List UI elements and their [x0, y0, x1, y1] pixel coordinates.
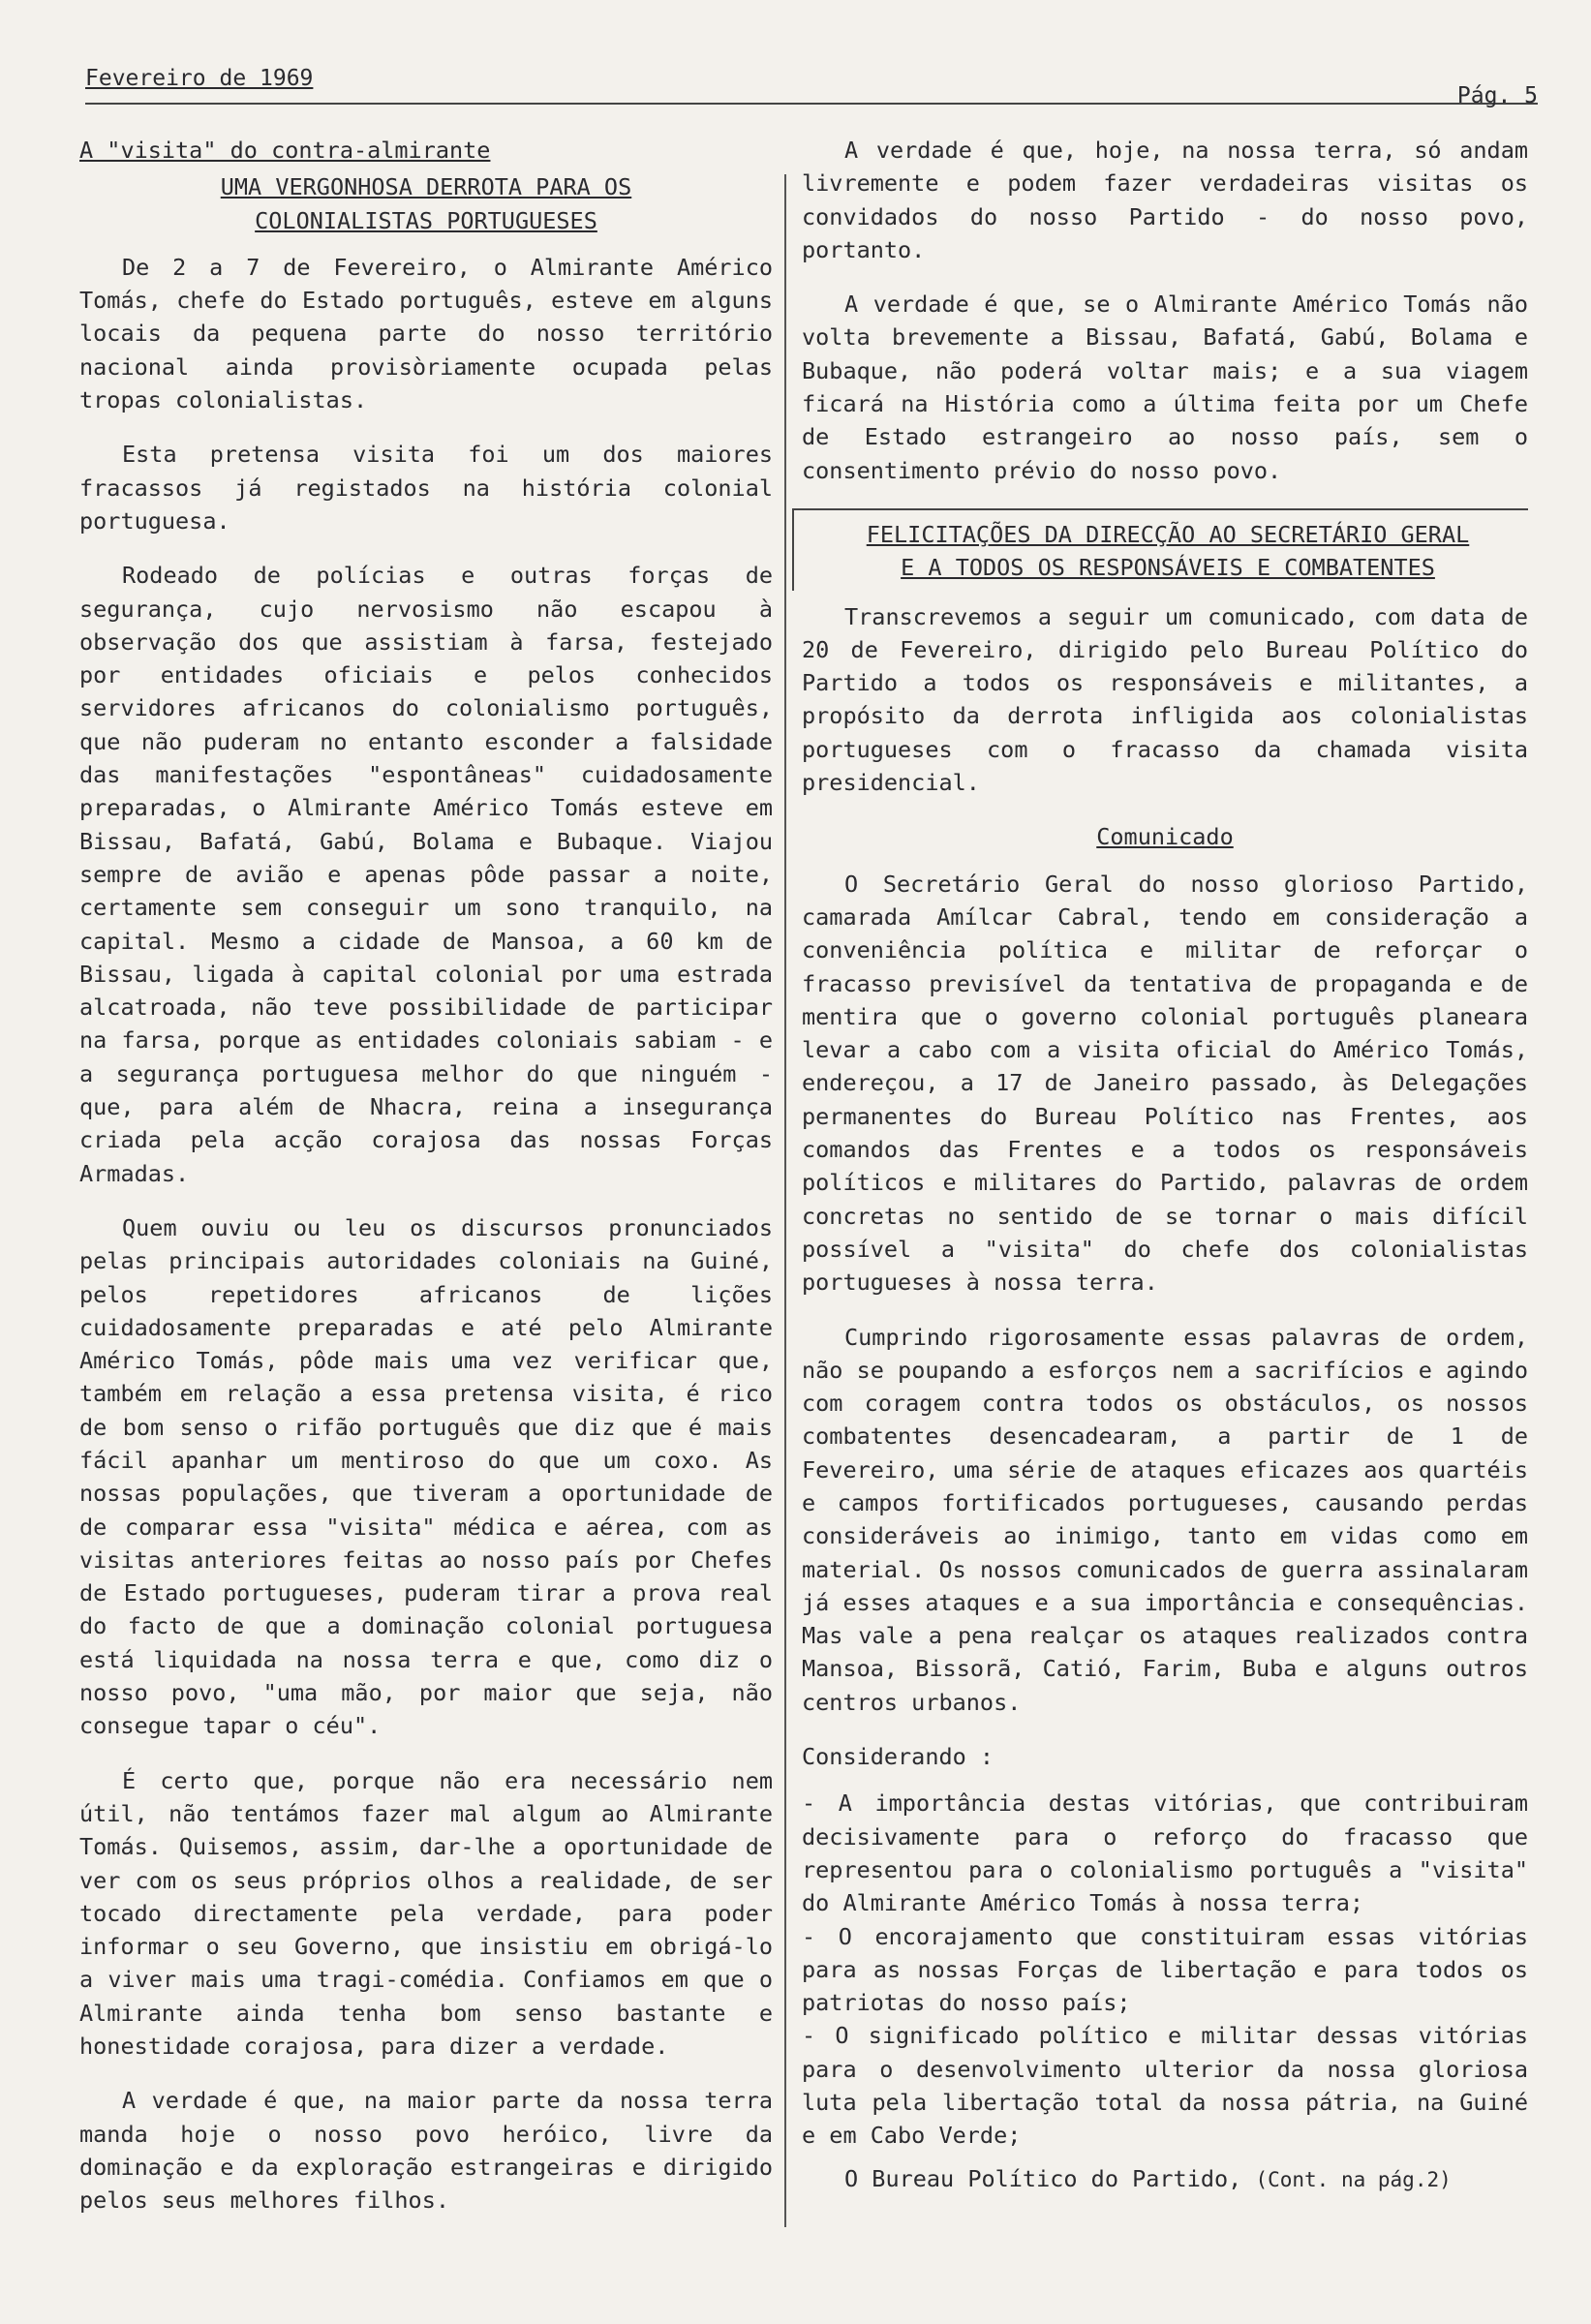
article-paragraph: A verdade é que, na maior parte da nossa terra manda hoje o nosso povo heróico, livre da dominação e da exploração estrangeiras e dirigido pelos seus melhores filhos. [79, 2087, 773, 2215]
considering-label: Considerando : [802, 1743, 994, 1771]
article-paragraph: Quem ouviu ou leu os discursos pronunciados pelas principais autoridades coloniais na Guiné, pelos repetidores africanos de lições cuidadosamente preparadas e até pelo Almirante Américo Tomás, pôde mais uma vez verificar que, também em relação a essa pretensa visita, é rico de bom senso o rifão português que diz que é mais fácil apanhar um mentiroso do que um coxo. As nossas populações, que tiveram a oportunidade de de comparar essa "visita" médica e aérea, com as visitas anteriores feitas ao nosso país por Chefes de Estado portugueses, puderam tirar a prova real do facto de que a dominação colonial portuguesa está liquidada na nossa terra e que, como diz o nosso povo, "uma mão, por maior que seja, não consegue tapar o céu". [79, 1213, 773, 1740]
signature: O Bureau Político do Partido, [844, 2164, 1242, 2192]
considerations-list [802, 1787, 1528, 2152]
page-number: Pág. 5 [1456, 83, 1538, 108]
article-paragraph: A verdade é que, se o Almirante Américo Tomás não volta brevemente a Bissau, Bafatá, Gabú, Bolama e Bubaque, não poderá voltar mais; e a sua viagem ficará na História como a última feita por um Chefe de Estado estrangeiro ao nosso país, sem o consentimento prévio do nosso povo. [802, 290, 1528, 484]
box-title-text: FELICITAÇÕES DA DIRECÇÃO AO SECRETÁRIO GERAL E A TODOS OS RESPONSÁVEIS E COMBATENTES [866, 520, 1470, 582]
list-item: - O significado político e militar dessas vitórias para o desenvolvimento ulterior da nossa gloriosa luta pela libertação total da nossa pátria, na Guiné e em Cabo Verde; [802, 2022, 1528, 2150]
communique-paragraph: O Secretário Geral do nosso glorioso Partido, camarada Amílcar Cabral, tendo em consideração a conveniência política e militar de reforçar o fracasso previsível da tentativa de propaganda e de mentira que o governo colonial português planeara levar a cabo com a visita oficial do Américo Tomás, endereçou, a 17 de Janeiro passado, às Delegações permanentes do Bureau Político nas Frentes, aos comandos das Frentes e a todos os responsáveis políticos e militares do Partido, palavras de ordem concretas no sentido de se tornar o mais difícil possível a "visita" do chefe dos colonialistas portugueses à nossa terra. [802, 870, 1528, 1297]
communique-paragraph: Cumprindo rigorosamente essas palavras de ordem, não se poupando a esforços nem a sacrifícios e agindo com coragem contra todos os obstáculos, os nossos combatentes desencadearam, a partir de 1 de Fevereiro, uma série de ataques eficazes aos quartéis e campos fortificados portugueses, causando perdas consideráveis ao inimigo, tanto em vidas como em material. Os nossos comunicados de guerra assinalaram já esses ataques e a sua importância e consequências. Mas vale a pena realçar os ataques realizados contra Mansoa, Bissorã, Catió, Farim, Buba e alguns outros centros urbanos. [802, 1323, 1528, 1716]
intro-paragraph: Transcrevemos a seguir um comunicado, com data de 20 de Fevereiro, dirigido pelo Bureau Político do Partido a todos os responsáveis e militantes, a propósito da derrota infligida aos colonialistas portugueses com o fracasso da chamada visita presidencial. [802, 602, 1528, 797]
right-column [802, 134, 1528, 2196]
article-paragraph: Rodeado de polícias e outras forças de segurança, cujo nervosismo não escapou à observação dos que assistiam à farsa, festejado por entidades oficiais e pelos conhecidos servidores africanos do colonialismo português, que não puderam no entanto esconder a falsidade das manifestações "espontâneas" cuidadosamente preparadas, o Almirante Américo Tomás esteve em Bissau, Bafatá, Gabú, Bolama e Bubaque. Viajou sempre de avião e apenas pôde passar a noite, certamente sem conseguir um sono tranquilo, na capital. Mesmo a cidade de Mansoa, a 60 km de Bissau, ligada à capital colonial por uma estrada alcatroada, não teve possibilidade de participar na farsa, porque as entidades coloniais sabiam - e a segurança portuguesa melhor do que ninguém - que, para além de Nhacra, reina a insegurança criada pela acção corajosa das nossas Forças Armadas. [79, 562, 773, 1187]
issue-date: Fevereiro de 1969 [85, 66, 314, 91]
article-paragraph: De 2 a 7 de Fevereiro, o Almirante Américo Tomás, chefe do Estado português, esteve em alguns locais da pequena parte do nosso território nacional ainda provisòriamente ocupada pelas tropas colonialistas. [79, 253, 773, 414]
communique-label: Comunicado [1096, 823, 1234, 851]
article-subheading: UMA VERGONHOSA DERROTA PARA OS COLONIALISTAS PORTUGUESES [220, 173, 632, 234]
signature-line [802, 2162, 1528, 2196]
list-item: - O encorajamento que constituiram essas vitórias para as nossas Forças de libertação e para todos os patriotas do nosso país; [802, 1922, 1528, 2017]
column-divider [784, 174, 786, 2227]
page-header [85, 64, 1538, 108]
article-paragraph: A verdade é que, hoje, na nossa terra, só andam livremente e podem fazer verdadeiras visitas os convidados do nosso Partido - do nosso povo, portanto. [802, 137, 1528, 263]
left-column [79, 134, 773, 2239]
list-item: - A importância destas vitórias, que contribuiram decisivamente para o reforço do fracasso que representou para o colonialismo português a "visita" do Almirante Américo Tomás à nossa terra; [802, 1789, 1528, 1917]
article-paragraph: É certo que, porque não era necessário nem útil, não tentámos fazer mal algum ao Almirante Tomás. Quisemos, assim, dar-lhe a oportunidade de ver com os seus próprios olhos a realidade, de ser tocado directamente pela verdade, para poder informar o seu Governo, que insistiu em obrigá-lo a viver mais uma tragi-comédia. Confiamos em que o Almirante ainda tenha bom senso bastante e honestidade corajosa, para dizer a verdade. [79, 1766, 773, 2061]
boxed-heading [792, 508, 1528, 591]
article-heading: A "visita" do contra-almirante [79, 137, 491, 164]
continued-note: (Cont. na pág.2) [1255, 2167, 1452, 2191]
article-paragraph: Esta pretensa visita foi um dos maiores fracassos já registados na história colonial portuguesa. [79, 441, 773, 535]
